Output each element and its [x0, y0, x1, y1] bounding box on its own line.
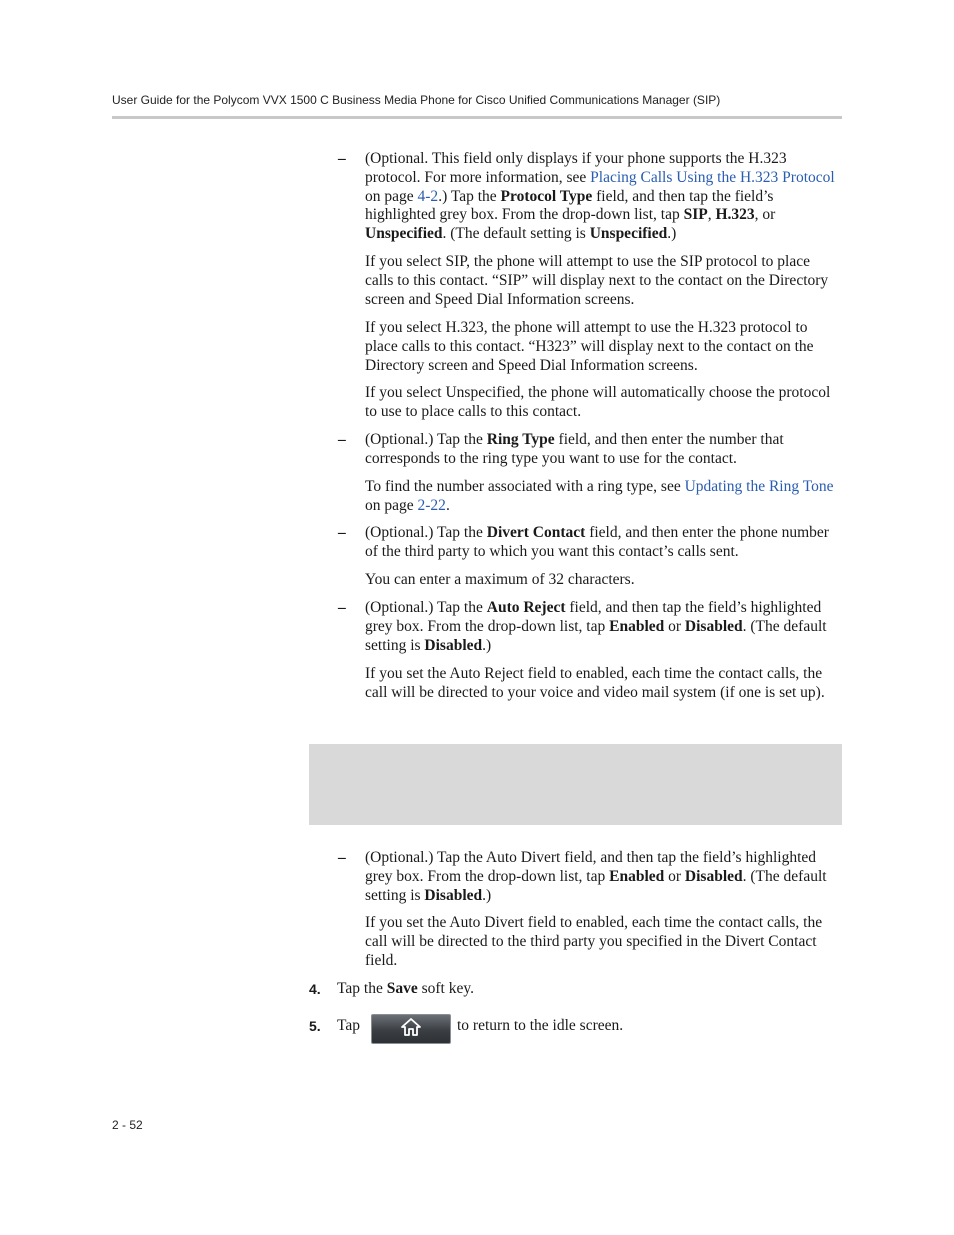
text-run: (Optional.) Tap the [365, 431, 487, 448]
list-item-body [365, 599, 842, 655]
list-item-body [365, 849, 842, 905]
text-run: .) Tap the [438, 187, 501, 205]
step-text: Tap [337, 1017, 361, 1034]
text-run: (Optional.) Tap the Auto Divert field, and then tap the field’s highlighted grey box. From the drop-down list, tap [365, 849, 817, 885]
text-run: field, and then enter the phone number of the third party to which you want this contact’s calls sent. [365, 524, 829, 560]
step-number: 5. [309, 1018, 321, 1034]
text-run: (Optional. This field only displays if your phone supports the H.323 protocol. For more information, see [365, 150, 787, 186]
bold-term: Disabled [684, 617, 743, 635]
page-number: 2 - 52 [112, 1118, 143, 1132]
paragraph-unspecified: If you select Unspecified, the phone will automatically choose the protocol to use to place calls to this contact. [365, 384, 831, 420]
text-run: . [445, 496, 450, 514]
note-box [309, 744, 842, 825]
bold-term: Ring Type [486, 431, 555, 448]
text-run: .) [482, 886, 492, 904]
step-text [337, 980, 474, 999]
list-dash: – [338, 599, 346, 616]
list-item-body [365, 431, 842, 469]
text-run: , or [754, 206, 776, 224]
bold-term: Protocol Type [500, 187, 593, 205]
text-run: . (The default setting is [442, 225, 590, 243]
link-h323-calls[interactable]: Placing Calls Using the H.323 Protocol [590, 168, 835, 186]
bold-term: SIP [683, 206, 708, 224]
step-5-tail [457, 1017, 623, 1036]
text-run: . (The default setting is [365, 617, 827, 654]
bold-term: Save [386, 980, 418, 997]
list-dash: – [338, 150, 346, 167]
bold-term: Divert Contact [486, 524, 586, 541]
paragraph-auto-divert: If you set the Auto Divert field to enabled, each time the contact calls, the call will be directed to the third party you specified in the Divert Contact field. [365, 914, 823, 969]
bold-term: Enabled [609, 867, 665, 885]
list-dash: – [338, 849, 346, 866]
bold-term: Unspecified [589, 225, 668, 243]
bold-term: H.323 [715, 206, 755, 224]
bold-term: Auto Reject [486, 599, 566, 616]
step-number: 4. [309, 981, 321, 997]
text-run: on page [365, 187, 418, 205]
text-run: field, and then tap the field’s highlighted grey box. From the drop-down list, tap [365, 599, 822, 635]
text-run: . (The default setting is [365, 867, 827, 904]
paragraph-h323: If you select H.323, the phone will attempt to use the H.323 protocol to place calls to this contact. “H323” will display next to the contact on the Directory screen and Speed Dial Information screens. [365, 319, 814, 374]
text-run: on page [365, 496, 418, 514]
text-run: (Optional.) Tap the [365, 599, 487, 616]
paragraph-sip: If you select SIP, the phone will attempt to use the SIP protocol to place calls to this contact. “SIP” will display next to the contact on the Directory screen and Speed Dial Information screens. [365, 253, 829, 308]
text-run: .) [667, 225, 677, 243]
text-run: To find the number associated with a ring type, see [365, 478, 685, 495]
paragraph-auto-reject: If you set the Auto Reject field to enabled, each time the contact calls, the call will be directed to your voice and video mail system (if one is set up). [365, 665, 825, 701]
header-rule [112, 116, 842, 119]
link-updating-ring-tone[interactable]: Updating the Ring Tone [684, 478, 834, 495]
running-header: User Guide for the Polycom VVX 1500 C Business Media Phone for Cisco Unified Communications Manager (SIP) [112, 93, 721, 107]
paragraph-divert: You can enter a maximum of 32 characters. [365, 571, 635, 588]
text-run: field, and then enter the number that corresponds to the ring type you want to use for the contact. [365, 431, 784, 467]
paragraph-ring [365, 478, 842, 516]
bold-term: Disabled [424, 636, 483, 654]
text-run: or [664, 867, 685, 885]
text-run: , [707, 206, 716, 224]
link-page-4-2[interactable]: 4-2 [417, 187, 439, 205]
text-run: soft key. [417, 980, 474, 997]
list-item-body [365, 524, 842, 562]
home-icon [400, 1017, 422, 1042]
bold-term: Unspecified [365, 225, 443, 243]
text-run: Tap the [337, 980, 387, 997]
home-button[interactable] [371, 1014, 451, 1044]
text-run: field, and then tap the field’s highlighted grey box. From the drop-down list, tap [365, 187, 774, 224]
link-page-2-22[interactable]: 2-22 [417, 496, 446, 514]
bold-term: Enabled [609, 617, 665, 635]
text-run: (Optional.) Tap the [365, 524, 487, 541]
bold-term: Disabled [424, 886, 483, 904]
text-run: .) [482, 636, 492, 654]
list-dash: – [338, 431, 346, 448]
text-run: or [664, 617, 685, 635]
list-item-body [365, 150, 842, 244]
bold-term: Disabled [684, 867, 743, 885]
step-text: to return to the idle screen. [457, 1017, 624, 1034]
list-dash: – [338, 524, 346, 541]
